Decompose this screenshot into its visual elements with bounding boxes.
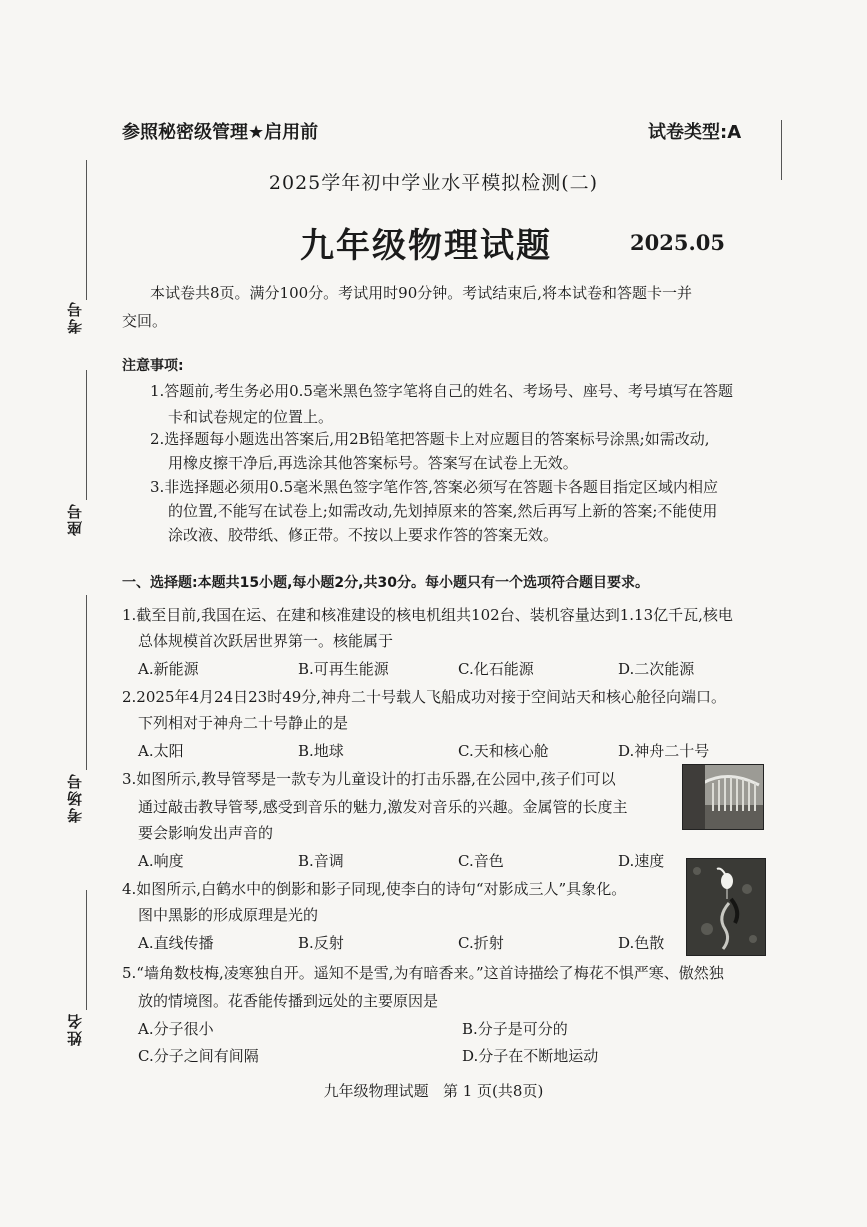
q5-line-2: 放的情境图。花香能传播到远处的主要原因是 <box>138 992 439 1010</box>
q5-option-b: B.分子是可分的 <box>462 1020 568 1038</box>
q3-option-d: D.速度 <box>618 852 665 870</box>
q3-option-b: B.音调 <box>298 852 344 870</box>
name-label: 姓名 <box>66 1012 84 1046</box>
page-footer: 九年级物理试题 第 1 页(共8页) <box>323 1082 544 1100</box>
q4-option-d: D.色散 <box>618 934 665 952</box>
q2-option-c: C.天和核心舱 <box>458 742 549 760</box>
paper-type-text: 试卷类型:A <box>648 122 742 143</box>
tube-instrument-image <box>683 765 763 829</box>
note-1a: 1.答题前,考生务必用0.5毫米黑色签字笔将自己的姓名、考场号、座号、考号填写在答题 <box>150 382 733 400</box>
intro-line-2: 交回。 <box>122 312 168 330</box>
q1-option-d: D.二次能源 <box>618 660 695 678</box>
q5-option-d: D.分子在不断地运动 <box>462 1047 599 1065</box>
intro-line-1: 本试卷共8页。满分100分。考试用时90分钟。考试结束后,将本试卷和答题卡一并 <box>150 284 693 302</box>
q5-line-1: 5.“墙角数枝梅,凌寒独自开。遥知不是雪,为有暗香来。”这首诗描绘了梅花不惧严寒、傲然独 <box>122 964 724 982</box>
q3-line-1: 3.如图所示,教导管琴是一款专为儿童设计的打击乐器,在公园中,孩子们可以 <box>122 770 616 788</box>
q1-option-c: C.化石能源 <box>458 660 534 678</box>
crane-shadow-image <box>687 859 765 955</box>
crane-shadow-photo <box>686 858 766 956</box>
q1-line-2: 总体规模首次跃居世界第一。核能属于 <box>138 632 394 650</box>
binding-line-3 <box>86 595 87 770</box>
note-2a: 2.选择题每小题选出答案后,用2B铅笔把答题卡上对应题目的答案标号涂黑;如需改动, <box>150 430 710 448</box>
page-title: 九年级物理试题 <box>300 226 552 266</box>
q4-line-2: 图中黑影的形成原理是光的 <box>138 906 319 924</box>
q2-line-1: 2.2025年4月24日23时49分,神舟二十号载人飞船成功对接于空间站天和核心舱径向端口。 <box>122 688 727 706</box>
secret-level-text: 参照秘密级管理★启用前 <box>122 122 319 143</box>
exam-number-label: 考号 <box>66 300 84 334</box>
note-2b: 用橡皮擦干净后,再选涂其他答案标号。答案写在试卷上无效。 <box>168 454 578 472</box>
note-3c: 涂改液、胶带纸、修正带。不按以上要求作答的答案无效。 <box>168 526 559 544</box>
q3-line-2: 通过敲击教导管琴,感受到音乐的魅力,激发对音乐的兴趣。金属管的长度主 <box>138 798 628 816</box>
tube-instrument-photo <box>682 764 764 830</box>
seat-number-label: 座号 <box>66 502 84 536</box>
q2-option-d: D.神舟二十号 <box>618 742 710 760</box>
q3-option-c: C.音色 <box>458 852 504 870</box>
q1-option-a: A.新能源 <box>138 660 199 678</box>
q4-option-a: A.直线传播 <box>138 934 214 952</box>
q1-option-b: B.可再生能源 <box>298 660 389 678</box>
q4-option-b: B.反射 <box>298 934 344 952</box>
q3-option-a: A.响度 <box>138 852 184 870</box>
q5-option-a: A.分子很小 <box>138 1020 214 1038</box>
q3-line-3: 要会影响发出声音的 <box>138 824 274 842</box>
note-1b: 卡和试卷规定的位置上。 <box>168 408 334 426</box>
q4-line-1: 4.如图所示,白鹤水中的倒影和影子同现,使李白的诗句“对影成三人”具象化。 <box>122 880 627 898</box>
exam-room-label: 考场号 <box>66 772 84 823</box>
q1-line-1: 1.截至目前,我国在运、在建和核准建设的核电机组共102台、装机容量达到1.13亿千瓦,核电 <box>122 606 733 624</box>
q2-option-a: A.太阳 <box>138 742 184 760</box>
q4-option-c: C.折射 <box>458 934 504 952</box>
q5-option-c: C.分子之间有间隔 <box>138 1047 259 1065</box>
q2-option-b: B.地球 <box>298 742 344 760</box>
notes-heading: 注意事项: <box>122 358 184 374</box>
note-3a: 3.非选择题必须用0.5毫米黑色签字笔作答,答案必须写在答题卡各题目指定区域内相应 <box>150 478 718 496</box>
binding-line-4 <box>86 890 87 1010</box>
section-1-heading: 一、选择题:本题共15小题,每小题2分,共30分。每小题只有一个选项符合题目要求。 <box>122 575 649 591</box>
exam-subtitle: 2025学年初中学业水平模拟检测(二) <box>268 172 599 194</box>
note-3b: 的位置,不能写在试卷上;如需改动,先划掉原来的答案,然后再写上新的答案;不能使用 <box>168 502 718 520</box>
exam-date: 2025.05 <box>630 230 725 255</box>
binding-line-2 <box>86 370 87 500</box>
q2-line-2: 下列相对于神舟二十号静止的是 <box>138 714 349 732</box>
